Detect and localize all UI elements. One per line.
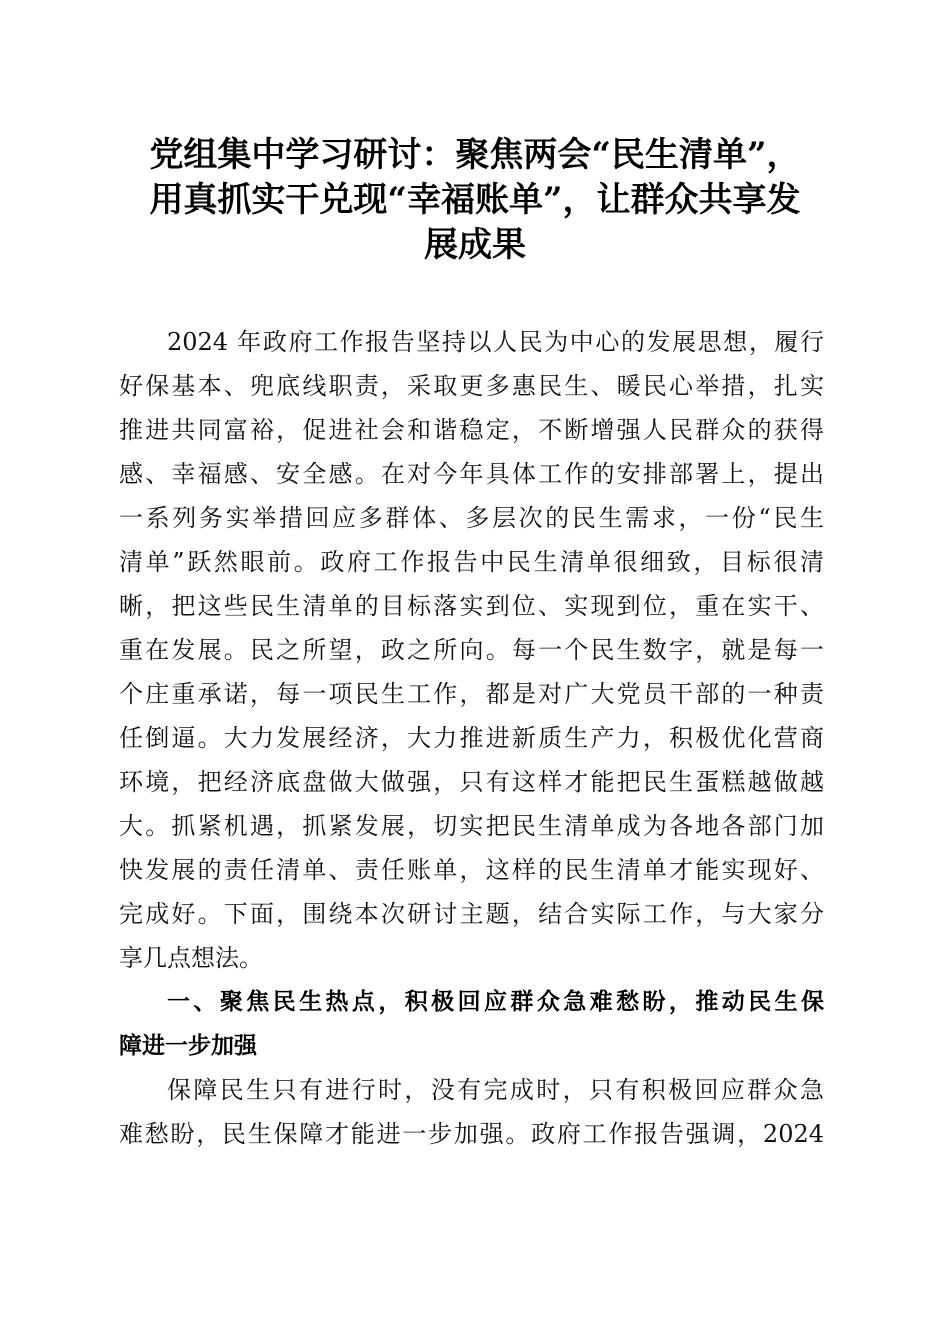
paragraph-line: 快发展的责任清单、责任账单，这样的民生清单才能实现好、 — [119, 856, 824, 884]
paragraph-line: 任倒逼。大力发展经济，大力推进新质生产力，积极优化营商 — [119, 724, 824, 752]
paragraph-line: 大。抓紧机遇，抓紧发展，切实把民生清单成为各地各部门加 — [119, 812, 824, 840]
paragraph-line: 清单”跃然眼前。政府工作报告中民生清单很细致，目标很清 — [119, 548, 824, 576]
document-title — [112, 133, 838, 268]
paragraph-line: 享几点想法。 — [119, 944, 263, 972]
title-line: 用真抓实干兑现“幸福账单”，让群众共享发 — [149, 180, 801, 220]
paragraph-line: 个庄重承诺，每一项民生工作，都是对广大党员干部的一种责 — [119, 680, 824, 708]
paragraph-line: 晰，把这些民生清单的目标落实到位、实现到位，重在实干、 — [119, 592, 824, 620]
section-1-paragraph — [119, 1068, 824, 1156]
paragraph-line: 难愁盼，民生保障才能进一步加强。政府工作报告强调，2024 — [119, 1120, 824, 1148]
paragraph-line: 重在发展。民之所望，政之所向。每一个民生数字，就是每一 — [119, 636, 824, 664]
intro-paragraph — [119, 320, 824, 980]
paragraph-line: 保障民生只有进行时，没有完成时，只有积极回应群众急 — [167, 1076, 824, 1104]
title-line: 展成果 — [424, 225, 526, 265]
title-line: 党组集中学习研讨：聚焦两会“民生清单”， — [149, 135, 801, 175]
paragraph-line: 好保基本、兜底线职责，采取更多惠民生、暖民心举措，扎实 — [119, 372, 824, 400]
section-1-heading — [119, 980, 824, 1068]
paragraph-line: 感、幸福感、安全感。在对今年具体工作的安排部署上，提出 — [119, 460, 824, 488]
heading-line: 障进一步加强 — [119, 1033, 257, 1059]
paragraph-line: 完成好。下面，围绕本次研讨主题，结合实际工作，与大家分 — [119, 900, 824, 928]
paragraph-line: 2024 年政府工作报告坚持以人民为中心的发展思想，履行 — [167, 328, 824, 356]
paragraph-line: 一系列务实举措回应多群体、多层次的民生需求，一份“民生 — [119, 504, 824, 532]
paragraph-line: 环境，把经济底盘做大做强，只有这样才能把民生蛋糕越做越 — [119, 768, 824, 796]
document-body — [119, 320, 824, 1156]
paragraph-line: 推进共同富裕，促进社会和谐稳定，不断增强人民群众的获得 — [119, 416, 824, 444]
heading-line: 一、聚焦民生热点，积极回应群众急难愁盼，推动民生保 — [167, 989, 824, 1015]
